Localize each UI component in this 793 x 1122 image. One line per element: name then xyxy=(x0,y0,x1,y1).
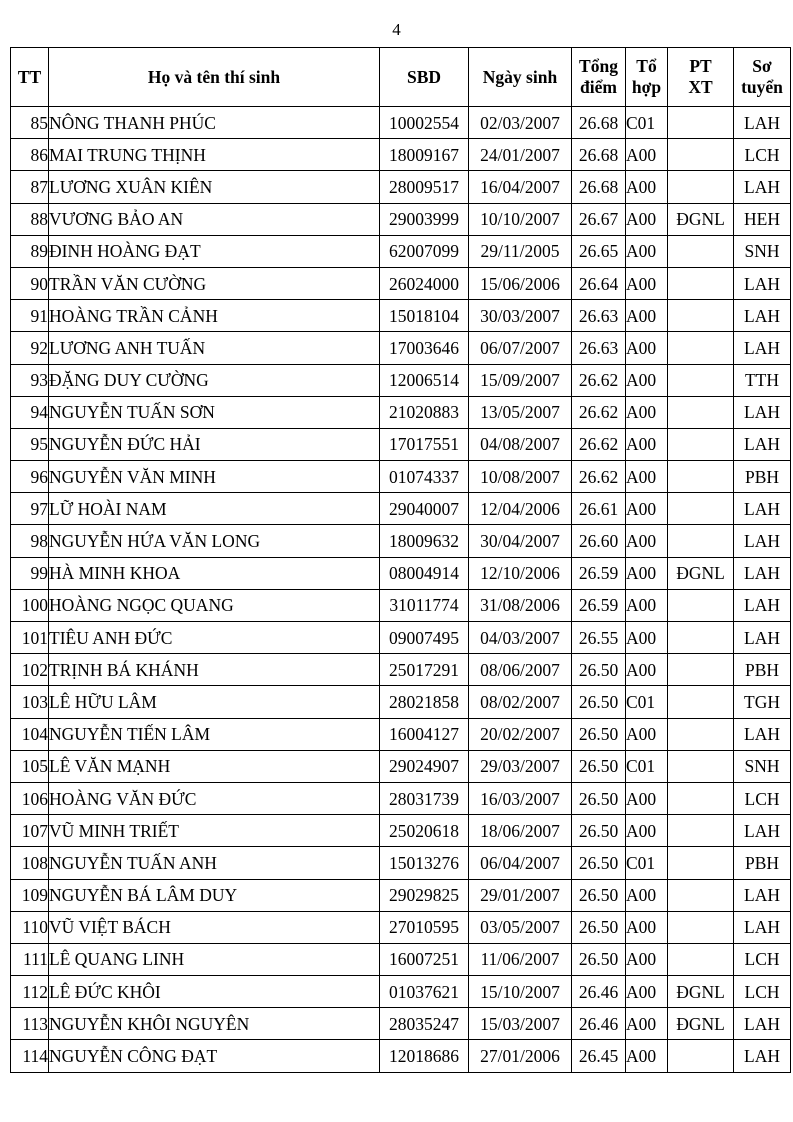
table-row xyxy=(11,235,791,267)
candidate-pt xyxy=(668,622,734,654)
candidate-combo: A00 xyxy=(626,364,668,396)
header-sbd: SBD xyxy=(380,48,469,107)
row-tt: 87 xyxy=(11,171,49,203)
candidate-school: LAH xyxy=(734,332,791,364)
candidate-score: 26.50 xyxy=(572,782,626,814)
candidate-score: 26.50 xyxy=(572,750,626,782)
row-tt: 90 xyxy=(11,267,49,299)
candidate-dob: 12/04/2006 xyxy=(469,493,572,525)
candidate-name: NGUYỄN TIẾN LÂM xyxy=(49,718,380,750)
candidate-combo: C01 xyxy=(626,107,668,139)
candidate-school: LAH xyxy=(734,815,791,847)
row-tt: 95 xyxy=(11,428,49,460)
candidate-score: 26.50 xyxy=(572,943,626,975)
candidate-score: 26.59 xyxy=(572,589,626,621)
candidate-dob: 11/06/2007 xyxy=(469,943,572,975)
candidate-sbd: 29040007 xyxy=(380,493,469,525)
candidate-school: LAH xyxy=(734,1040,791,1072)
candidate-pt xyxy=(668,139,734,171)
candidate-sbd: 16004127 xyxy=(380,718,469,750)
candidate-sbd: 15018104 xyxy=(380,300,469,332)
candidate-dob: 10/10/2007 xyxy=(469,203,572,235)
table-row xyxy=(11,654,791,686)
row-tt: 94 xyxy=(11,396,49,428)
candidate-pt: ĐGNL xyxy=(668,203,734,235)
row-tt: 89 xyxy=(11,235,49,267)
candidate-sbd: 16007251 xyxy=(380,943,469,975)
row-tt: 107 xyxy=(11,815,49,847)
table-row xyxy=(11,428,791,460)
candidate-name: HOÀNG NGỌC QUANG xyxy=(49,589,380,621)
candidate-pt xyxy=(668,815,734,847)
candidate-name: TRỊNH BÁ KHÁNH xyxy=(49,654,380,686)
candidate-sbd: 28031739 xyxy=(380,782,469,814)
candidate-combo: A00 xyxy=(626,139,668,171)
candidate-dob: 30/04/2007 xyxy=(469,525,572,557)
candidate-score: 26.50 xyxy=(572,911,626,943)
candidate-sbd: 28021858 xyxy=(380,686,469,718)
candidate-sbd: 12006514 xyxy=(380,364,469,396)
candidate-name: NÔNG THANH PHÚC xyxy=(49,107,380,139)
candidate-school: LCH xyxy=(734,943,791,975)
row-tt: 99 xyxy=(11,557,49,589)
header-school-line1: Sơ xyxy=(752,56,772,76)
candidate-school: SNH xyxy=(734,235,791,267)
candidate-name: VŨ MINH TRIẾT xyxy=(49,815,380,847)
row-tt: 100 xyxy=(11,589,49,621)
header-combo-line2: hợp xyxy=(631,77,662,97)
candidate-combo: C01 xyxy=(626,686,668,718)
candidate-pt xyxy=(668,943,734,975)
candidate-pt xyxy=(668,332,734,364)
row-tt: 109 xyxy=(11,879,49,911)
candidate-sbd: 25017291 xyxy=(380,654,469,686)
candidate-combo: A00 xyxy=(626,171,668,203)
header-row xyxy=(11,48,791,107)
candidate-school: LAH xyxy=(734,171,791,203)
candidate-score: 26.50 xyxy=(572,654,626,686)
candidate-score: 26.68 xyxy=(572,171,626,203)
candidate-name: LƯƠNG XUÂN KIÊN xyxy=(49,171,380,203)
candidate-school: PBH xyxy=(734,654,791,686)
candidate-dob: 29/01/2007 xyxy=(469,879,572,911)
row-tt: 111 xyxy=(11,943,49,975)
candidate-pt xyxy=(668,589,734,621)
candidate-dob: 08/02/2007 xyxy=(469,686,572,718)
row-tt: 88 xyxy=(11,203,49,235)
candidate-dob: 16/03/2007 xyxy=(469,782,572,814)
candidate-dob: 12/10/2006 xyxy=(469,557,572,589)
candidate-dob: 08/06/2007 xyxy=(469,654,572,686)
candidate-combo: A00 xyxy=(626,557,668,589)
header-score-line1: Tổng xyxy=(579,56,618,76)
candidate-sbd: 31011774 xyxy=(380,589,469,621)
candidate-score: 26.68 xyxy=(572,107,626,139)
candidate-combo: A00 xyxy=(626,815,668,847)
candidate-pt xyxy=(668,267,734,299)
candidate-school: LAH xyxy=(734,622,791,654)
candidate-combo: A00 xyxy=(626,589,668,621)
candidate-name: LÊ QUANG LINH xyxy=(49,943,380,975)
row-tt: 105 xyxy=(11,750,49,782)
table-row xyxy=(11,267,791,299)
table-row xyxy=(11,1008,791,1040)
table-row xyxy=(11,364,791,396)
table-row xyxy=(11,493,791,525)
candidate-name: LÊ HỮU LÂM xyxy=(49,686,380,718)
table-row xyxy=(11,976,791,1008)
candidate-school: LAH xyxy=(734,107,791,139)
candidate-school: LAH xyxy=(734,557,791,589)
table-row xyxy=(11,1040,791,1072)
candidate-combo: A00 xyxy=(626,235,668,267)
candidate-score: 26.50 xyxy=(572,718,626,750)
candidate-school: HEH xyxy=(734,203,791,235)
candidate-school: LAH xyxy=(734,396,791,428)
header-combo-line1: Tổ xyxy=(636,56,657,76)
candidate-dob: 16/04/2007 xyxy=(469,171,572,203)
candidate-school: PBH xyxy=(734,847,791,879)
candidate-dob: 02/03/2007 xyxy=(469,107,572,139)
candidate-combo: A00 xyxy=(626,879,668,911)
candidate-combo: A00 xyxy=(626,622,668,654)
row-tt: 98 xyxy=(11,525,49,557)
candidate-pt xyxy=(668,782,734,814)
candidate-sbd: 21020883 xyxy=(380,396,469,428)
candidate-name: VƯƠNG BẢO AN xyxy=(49,203,380,235)
header-combo xyxy=(626,48,668,107)
candidate-score: 26.46 xyxy=(572,976,626,1008)
row-tt: 110 xyxy=(11,911,49,943)
row-tt: 86 xyxy=(11,139,49,171)
candidate-score: 26.50 xyxy=(572,847,626,879)
candidate-name: ĐẶNG DUY CƯỜNG xyxy=(49,364,380,396)
row-tt: 101 xyxy=(11,622,49,654)
candidate-pt xyxy=(668,171,734,203)
header-school xyxy=(734,48,791,107)
candidate-dob: 15/09/2007 xyxy=(469,364,572,396)
candidate-score: 26.62 xyxy=(572,364,626,396)
table-row xyxy=(11,847,791,879)
candidate-dob: 31/08/2006 xyxy=(469,589,572,621)
candidate-dob: 15/06/2006 xyxy=(469,267,572,299)
header-score xyxy=(572,48,626,107)
candidate-combo: C01 xyxy=(626,750,668,782)
candidate-name: LƯƠNG ANH TUẤN xyxy=(49,332,380,364)
candidate-pt xyxy=(668,461,734,493)
row-tt: 97 xyxy=(11,493,49,525)
candidate-sbd: 18009167 xyxy=(380,139,469,171)
table-row xyxy=(11,107,791,139)
candidate-name: HÀ MINH KHOA xyxy=(49,557,380,589)
candidate-sbd: 29029825 xyxy=(380,879,469,911)
candidate-sbd: 18009632 xyxy=(380,525,469,557)
candidate-pt xyxy=(668,396,734,428)
candidate-combo: A00 xyxy=(626,203,668,235)
candidate-combo: A00 xyxy=(626,943,668,975)
candidate-school: LCH xyxy=(734,976,791,1008)
candidate-school: LCH xyxy=(734,139,791,171)
candidate-sbd: 08004914 xyxy=(380,557,469,589)
candidate-score: 26.55 xyxy=(572,622,626,654)
candidate-school: PBH xyxy=(734,461,791,493)
table-body xyxy=(11,107,791,1073)
candidate-name: NGUYỄN KHÔI NGUYÊN xyxy=(49,1008,380,1040)
candidate-dob: 29/03/2007 xyxy=(469,750,572,782)
candidate-school: LAH xyxy=(734,267,791,299)
candidate-school: TTH xyxy=(734,364,791,396)
page-number: 4 xyxy=(392,20,401,39)
candidate-school: LAH xyxy=(734,718,791,750)
candidate-sbd: 09007495 xyxy=(380,622,469,654)
candidate-score: 26.45 xyxy=(572,1040,626,1072)
candidate-dob: 24/01/2007 xyxy=(469,139,572,171)
candidate-pt xyxy=(668,107,734,139)
candidate-dob: 29/11/2005 xyxy=(469,235,572,267)
candidate-dob: 04/08/2007 xyxy=(469,428,572,460)
candidate-score: 26.63 xyxy=(572,300,626,332)
table-row xyxy=(11,139,791,171)
candidate-school: LAH xyxy=(734,300,791,332)
candidate-school: LAH xyxy=(734,911,791,943)
candidate-name: TRẦN VĂN CƯỜNG xyxy=(49,267,380,299)
table-row xyxy=(11,782,791,814)
candidate-sbd: 10002554 xyxy=(380,107,469,139)
candidate-sbd: 17017551 xyxy=(380,428,469,460)
candidate-name: NGUYỄN BÁ LÂM DUY xyxy=(49,879,380,911)
row-tt: 108 xyxy=(11,847,49,879)
table-row xyxy=(11,461,791,493)
candidate-name: LÊ VĂN MẠNH xyxy=(49,750,380,782)
row-tt: 102 xyxy=(11,654,49,686)
candidate-dob: 13/05/2007 xyxy=(469,396,572,428)
candidate-school: LAH xyxy=(734,428,791,460)
candidate-sbd: 29003999 xyxy=(380,203,469,235)
candidate-dob: 03/05/2007 xyxy=(469,911,572,943)
row-tt: 113 xyxy=(11,1008,49,1040)
candidate-combo: A00 xyxy=(626,461,668,493)
candidate-pt xyxy=(668,686,734,718)
candidate-score: 26.62 xyxy=(572,428,626,460)
row-tt: 93 xyxy=(11,364,49,396)
candidate-school: LAH xyxy=(734,1008,791,1040)
candidate-sbd: 25020618 xyxy=(380,815,469,847)
table-row xyxy=(11,396,791,428)
candidate-dob: 30/03/2007 xyxy=(469,300,572,332)
candidate-sbd: 27010595 xyxy=(380,911,469,943)
candidate-pt xyxy=(668,911,734,943)
candidate-pt: ĐGNL xyxy=(668,1008,734,1040)
candidate-combo: A00 xyxy=(626,654,668,686)
row-tt: 91 xyxy=(11,300,49,332)
candidate-combo: A00 xyxy=(626,976,668,1008)
table-row xyxy=(11,622,791,654)
candidate-pt xyxy=(668,493,734,525)
candidate-score: 26.63 xyxy=(572,332,626,364)
candidate-combo: A00 xyxy=(626,300,668,332)
candidate-sbd: 62007099 xyxy=(380,235,469,267)
row-tt: 96 xyxy=(11,461,49,493)
candidate-combo: A00 xyxy=(626,267,668,299)
header-name: Họ và tên thí sinh xyxy=(49,48,380,107)
header-tt: TT xyxy=(11,48,49,107)
candidate-score: 26.62 xyxy=(572,396,626,428)
candidate-score: 26.50 xyxy=(572,686,626,718)
candidate-combo: A00 xyxy=(626,525,668,557)
candidate-pt: ĐGNL xyxy=(668,557,734,589)
row-tt: 85 xyxy=(11,107,49,139)
candidate-name: HOÀNG TRẦN CẢNH xyxy=(49,300,380,332)
candidate-dob: 06/04/2007 xyxy=(469,847,572,879)
candidate-name: NGUYỄN HỨA VĂN LONG xyxy=(49,525,380,557)
candidate-pt xyxy=(668,525,734,557)
candidate-pt xyxy=(668,1040,734,1072)
row-tt: 103 xyxy=(11,686,49,718)
candidate-pt xyxy=(668,718,734,750)
header-pt-line2: XT xyxy=(688,77,713,97)
candidate-dob: 10/08/2007 xyxy=(469,461,572,493)
candidate-dob: 06/07/2007 xyxy=(469,332,572,364)
candidate-combo: A00 xyxy=(626,1040,668,1072)
candidate-sbd: 01037621 xyxy=(380,976,469,1008)
candidate-sbd: 17003646 xyxy=(380,332,469,364)
candidate-pt xyxy=(668,428,734,460)
table-row xyxy=(11,525,791,557)
candidate-sbd: 15013276 xyxy=(380,847,469,879)
candidate-dob: 15/10/2007 xyxy=(469,976,572,1008)
candidate-score: 26.62 xyxy=(572,461,626,493)
candidate-combo: A00 xyxy=(626,396,668,428)
table-row xyxy=(11,879,791,911)
candidate-name: NGUYỄN ĐỨC HẢI xyxy=(49,428,380,460)
table-row xyxy=(11,300,791,332)
table-row xyxy=(11,911,791,943)
table-row xyxy=(11,686,791,718)
candidate-school: LAH xyxy=(734,493,791,525)
candidate-score: 26.65 xyxy=(572,235,626,267)
candidate-score: 26.64 xyxy=(572,267,626,299)
candidate-name: TIÊU ANH ĐỨC xyxy=(49,622,380,654)
candidate-score: 26.67 xyxy=(572,203,626,235)
candidate-name: LÊ ĐỨC KHÔI xyxy=(49,976,380,1008)
row-tt: 114 xyxy=(11,1040,49,1072)
table-row xyxy=(11,557,791,589)
header-dob: Ngày sinh xyxy=(469,48,572,107)
candidate-school: LAH xyxy=(734,879,791,911)
table-row xyxy=(11,171,791,203)
header-school-line2: tuyển xyxy=(741,77,783,97)
header-pt xyxy=(668,48,734,107)
candidate-pt xyxy=(668,364,734,396)
table-row xyxy=(11,332,791,364)
candidate-pt xyxy=(668,654,734,686)
candidate-name: VŨ VIỆT BÁCH xyxy=(49,911,380,943)
candidate-pt xyxy=(668,300,734,332)
candidate-dob: 18/06/2007 xyxy=(469,815,572,847)
candidate-dob: 04/03/2007 xyxy=(469,622,572,654)
candidate-score: 26.50 xyxy=(572,815,626,847)
candidate-dob: 20/02/2007 xyxy=(469,718,572,750)
row-tt: 104 xyxy=(11,718,49,750)
table-row xyxy=(11,815,791,847)
candidate-name: LỮ HOÀI NAM xyxy=(49,493,380,525)
candidate-dob: 27/01/2006 xyxy=(469,1040,572,1072)
candidate-name: MAI TRUNG THỊNH xyxy=(49,139,380,171)
candidate-combo: A00 xyxy=(626,1008,668,1040)
header-pt-line1: PT xyxy=(689,56,712,76)
candidate-pt xyxy=(668,235,734,267)
table-row xyxy=(11,750,791,782)
candidate-name: NGUYỄN CÔNG ĐẠT xyxy=(49,1040,380,1072)
candidate-name: ĐINH HOÀNG ĐẠT xyxy=(49,235,380,267)
candidate-combo: A00 xyxy=(626,493,668,525)
candidate-pt: ĐGNL xyxy=(668,976,734,1008)
candidate-score: 26.60 xyxy=(572,525,626,557)
candidate-name: HOÀNG VĂN ĐỨC xyxy=(49,782,380,814)
table-row xyxy=(11,718,791,750)
candidate-name: NGUYỄN VĂN MINH xyxy=(49,461,380,493)
candidate-score: 26.59 xyxy=(572,557,626,589)
candidate-name: NGUYỄN TUẤN ANH xyxy=(49,847,380,879)
candidate-score: 26.61 xyxy=(572,493,626,525)
candidate-school: LCH xyxy=(734,782,791,814)
candidate-combo: A00 xyxy=(626,782,668,814)
candidate-school: SNH xyxy=(734,750,791,782)
candidate-school: TGH xyxy=(734,686,791,718)
candidate-pt xyxy=(668,879,734,911)
candidate-sbd: 29024907 xyxy=(380,750,469,782)
candidate-combo: A00 xyxy=(626,911,668,943)
candidate-sbd: 28035247 xyxy=(380,1008,469,1040)
header-score-line2: điểm xyxy=(580,77,617,97)
candidate-combo: A00 xyxy=(626,718,668,750)
candidate-school: LAH xyxy=(734,589,791,621)
candidate-sbd: 01074337 xyxy=(380,461,469,493)
row-tt: 92 xyxy=(11,332,49,364)
candidate-pt xyxy=(668,750,734,782)
candidate-combo: A00 xyxy=(626,428,668,460)
row-tt: 106 xyxy=(11,782,49,814)
candidate-sbd: 12018686 xyxy=(380,1040,469,1072)
candidate-sbd: 26024000 xyxy=(380,267,469,299)
table-row xyxy=(11,203,791,235)
table-row xyxy=(11,589,791,621)
candidate-pt xyxy=(668,847,734,879)
candidate-sbd: 28009517 xyxy=(380,171,469,203)
candidate-dob: 15/03/2007 xyxy=(469,1008,572,1040)
table-row xyxy=(11,943,791,975)
candidate-combo: C01 xyxy=(626,847,668,879)
candidate-school: LAH xyxy=(734,525,791,557)
candidate-combo: A00 xyxy=(626,332,668,364)
candidate-score: 26.68 xyxy=(572,139,626,171)
candidate-table xyxy=(10,47,791,1073)
candidate-name: NGUYỄN TUẤN SƠN xyxy=(49,396,380,428)
row-tt: 112 xyxy=(11,976,49,1008)
candidate-score: 26.46 xyxy=(572,1008,626,1040)
candidate-score: 26.50 xyxy=(572,879,626,911)
